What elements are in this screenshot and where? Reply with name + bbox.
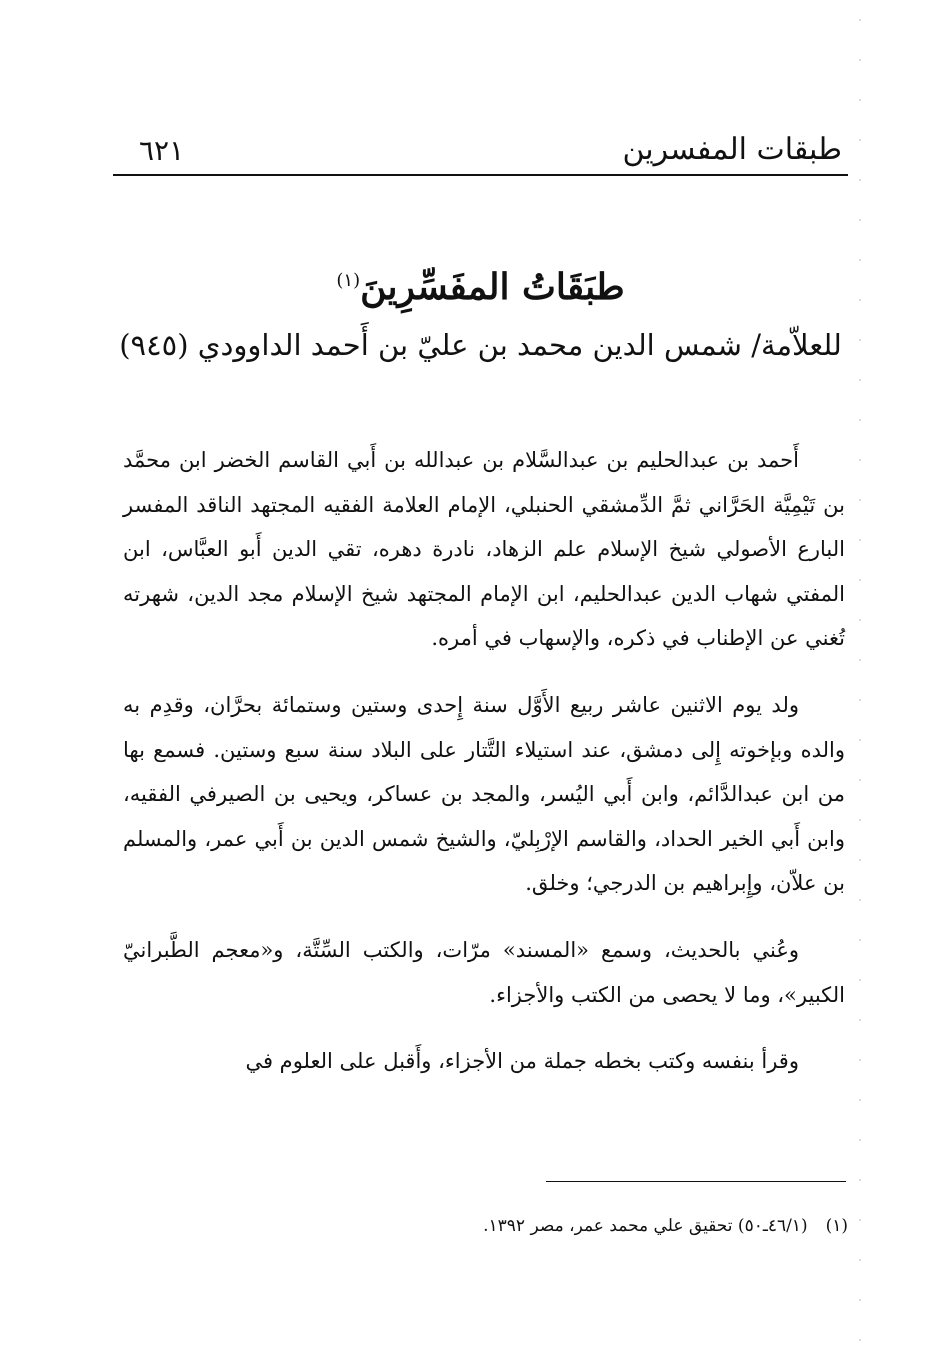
page-number: ٦٢١	[139, 134, 185, 167]
footnote	[300, 1212, 848, 1240]
footnote-divider	[546, 1181, 846, 1182]
title-footnote-marker: (١)	[336, 270, 361, 291]
footnote-text: (٤٦/١ـ٥٠) تحقيق علي محمد عمر، مصر ١٣٩٢.	[483, 1216, 808, 1236]
footnote-marker: (١)	[825, 1216, 848, 1236]
paragraph-4: وقرأ بنفسه وكتب بخطه جملة من الأجزاء، وأَقبل على العلوم في	[245, 1049, 799, 1074]
paragraph-2: ولد يوم الاثنين عاشر ربيع الأَوَّل سنة إِحدى وستين وستمائة بحرَّان، وقدِم به والده وبإخوته إِلى دمشق، عند استيلاء التَّتار على البلاد سنة سبع وستين. فسمع بها من ابن عبدالدَّائم، وابن أَبي اليُسر، والمجد بن عساكر، ويحيى بن الصيرفي الفقيه، وابن أَبي الخير الحداد، والقاسم الإرْبِليّ، والشيخ شمس الدين بن أَبي عمر، والمسلم بن علاّن، وإِبراهيم بن الدرجي؛ وخلق.	[123, 692, 845, 896]
paragraph-1: أَحمد بن عبدالحليم بن عبدالسَّلام بن عبدالله بن أَبي القاسم الخضر ابن محمَّد بن تَيْمِيَّة الحَرَّاني ثمَّ الدِّمشقي الحنبلي، الإمام العلامة الفقيه المجتهد الناقد المفسر البارع الأصولي شيخ الإسلام علم الزهاد، نادرة دهره، تقي الدين أَبو العبَّاس، ابن المفتي شهاب الدين عبدالحليم، ابن الإمام المجتهد شيخ الإسلام مجد الدين، شهرته تُغني عن الإطناب في ذكره، والإسهاب في أمره.	[123, 448, 845, 651]
page-header	[113, 128, 848, 176]
chapter-title	[113, 256, 848, 312]
body-text	[123, 438, 845, 1106]
scan-margin-dots	[857, 0, 863, 1371]
paragraph-3: وعُني بالحديث، وسمع «المسند» مرّات، والكتب السِّتَّة، و«معجم الطَّبرانيّ الكبير»، وما لا يحصى من الكتب والأجزاء.	[123, 937, 845, 1007]
running-title: طبقات المفسرين	[622, 132, 842, 167]
chapter-title-text: طبَقَاتُ المفَسِّرِينَ	[360, 266, 625, 308]
author-line: للعلاّمة/ شمس الدين محمد بن عليّ بن أَحمد الداوودي (٩٤٥)	[119, 328, 842, 362]
